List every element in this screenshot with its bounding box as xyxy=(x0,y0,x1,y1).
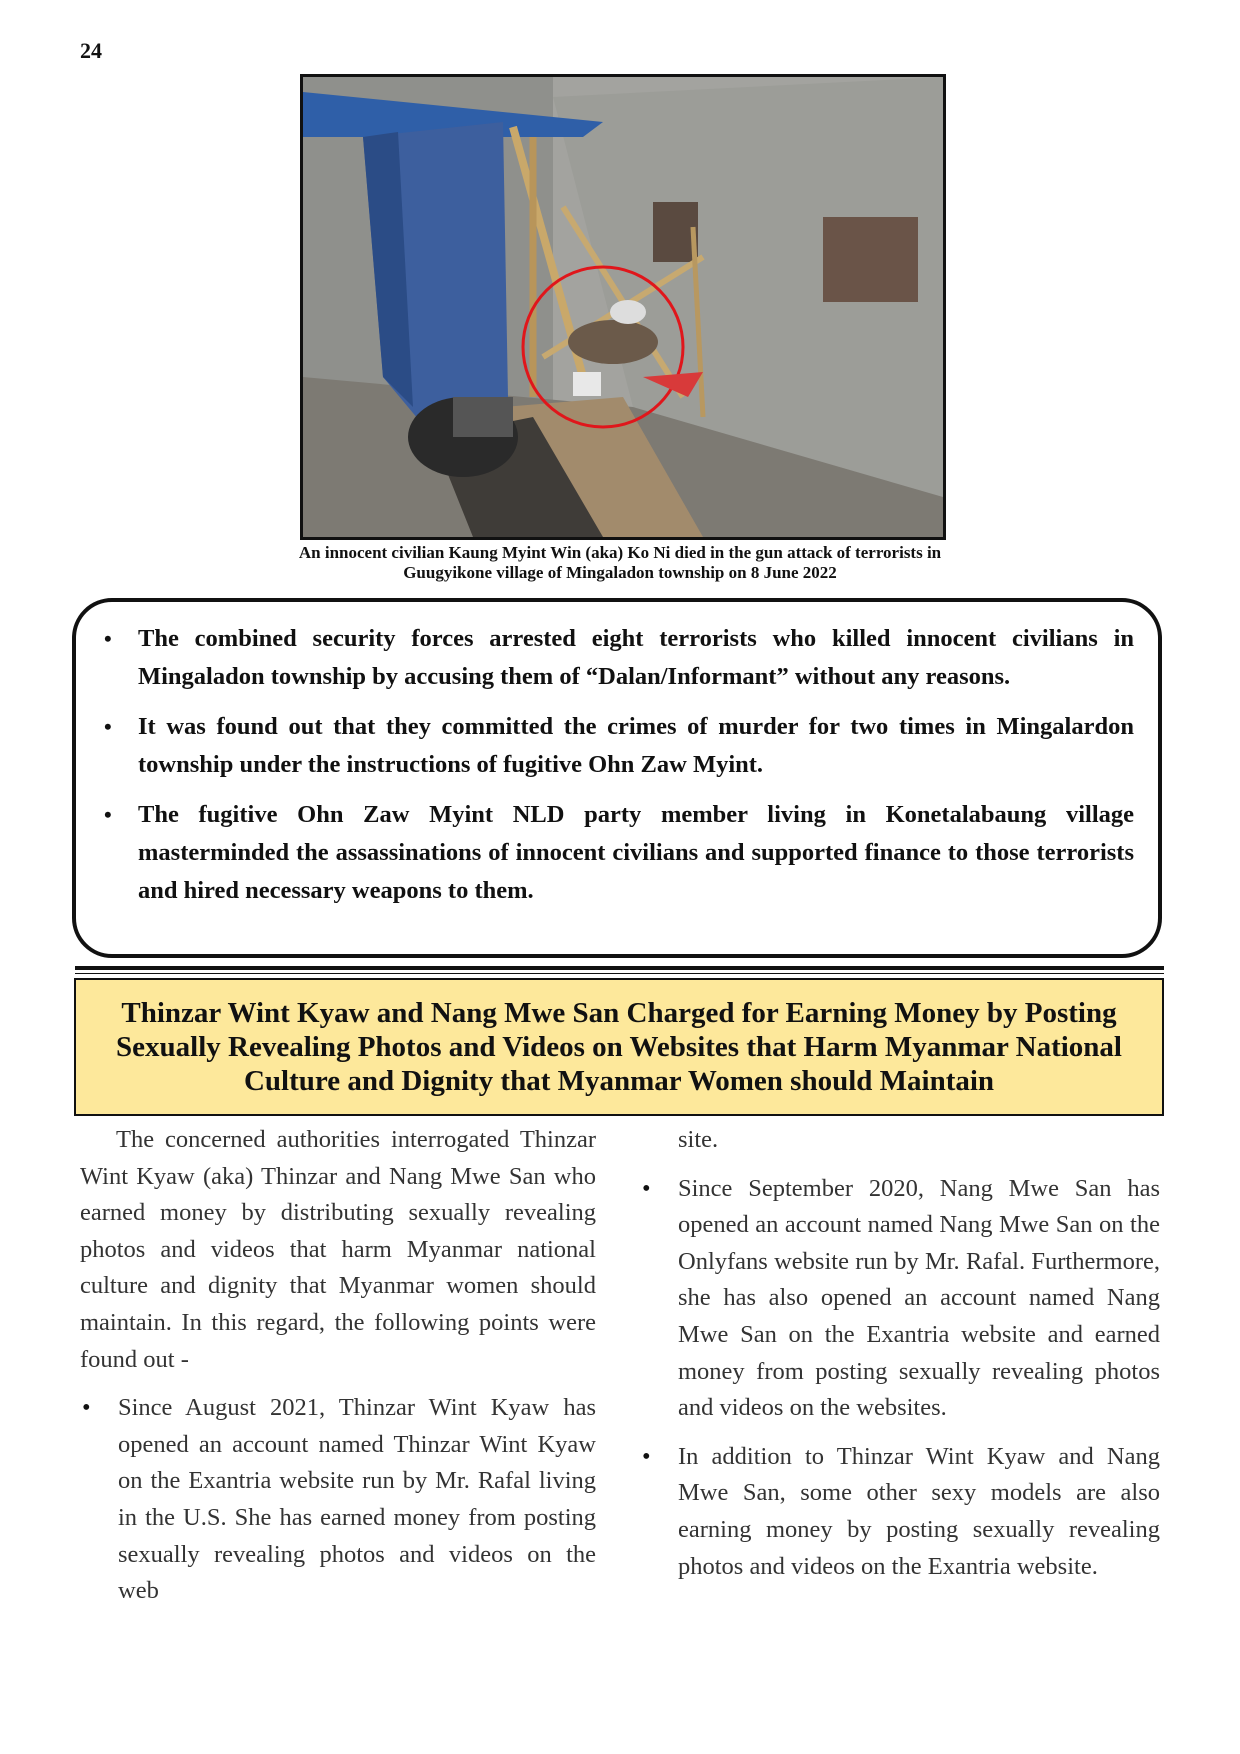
article-bullet: • Since September 2020, Nang Mwe San has opened an account named Nang Mwe San on the Onlyfans website run by Mr. Rafal. Furthermore, she has also opened an account named Nang Mwe San on the Exantria website and earned money from posting sexually revealing photos and videos on the websites. xyxy=(640,1171,1160,1427)
summary-box xyxy=(72,598,1162,958)
section-divider xyxy=(75,966,1164,970)
article-column-right xyxy=(640,1122,1160,1585)
article-column-left xyxy=(80,1122,596,1610)
article-bullet: • Since August 2021, Thinzar Wint Kyaw has opened an account named Thinzar Wint Kyaw on the Exantria website run by Mr. Rafal living in the U.S. She has earned money from posting sexually revealing photos and videos on the web xyxy=(80,1390,596,1610)
headline-box xyxy=(74,978,1164,1116)
article-bullet-continuation: site. xyxy=(678,1126,719,1153)
article-list-right xyxy=(640,1171,1160,1586)
caption-line-1: An innocent civilian Kaung Myint Win (aka) Ko Ni died in the gun attack of terrorists in xyxy=(298,543,942,562)
article-intro: The concerned authorities interrogated Thinzar Wint Kyaw (aka) Thinzar and Nang Mwe San who earned money by distributing sexually revealing photos and videos that harm Myanmar national culture and dignity that Myanmar women should maintain. In this regard, the following points were found out - xyxy=(80,1126,596,1373)
caption-line-2: Guugyikone village of Mingaladon township on 8 June 2022 xyxy=(403,563,837,582)
section-divider-thin xyxy=(75,973,1164,974)
news-photo xyxy=(300,74,946,540)
photo-caption xyxy=(180,543,1060,583)
crime-scene-photo-illustration xyxy=(303,77,943,537)
summary-bullet: • The fugitive Ohn Zaw Myint NLD party member living in Konetalabaung village masterminded the assassinations of innocent civilians and supported finance to those terrorists and hired necessary weapons to them. xyxy=(96,796,1134,910)
page-number: 24 xyxy=(80,38,102,63)
summary-list xyxy=(96,620,1134,910)
summary-bullet: • The combined security forces arrested eight terrorists who killed innocent civilians in Mingaladon township by accusing them of “Dalan/Informant” without any reasons. xyxy=(96,620,1134,696)
summary-bullet: • It was found out that they committed the crimes of murder for two times in Mingalardon township under the instructions of fugitive Ohn Zaw Myint. xyxy=(96,708,1134,784)
article-list-left xyxy=(80,1390,596,1610)
article-headline: Thinzar Wint Kyaw and Nang Mwe San Charged for Earning Money by Posting Sexually Revealing Photos and Videos on Websites that Harm Myanmar National Culture and Dignity that Myanmar Women should Maintain xyxy=(116,997,1122,1097)
article-bullet: • In addition to Thinzar Wint Kyaw and Nang Mwe San, some other sexy models are also earning money by posting sexually revealing photos and videos on the Exantria website. xyxy=(640,1439,1160,1585)
